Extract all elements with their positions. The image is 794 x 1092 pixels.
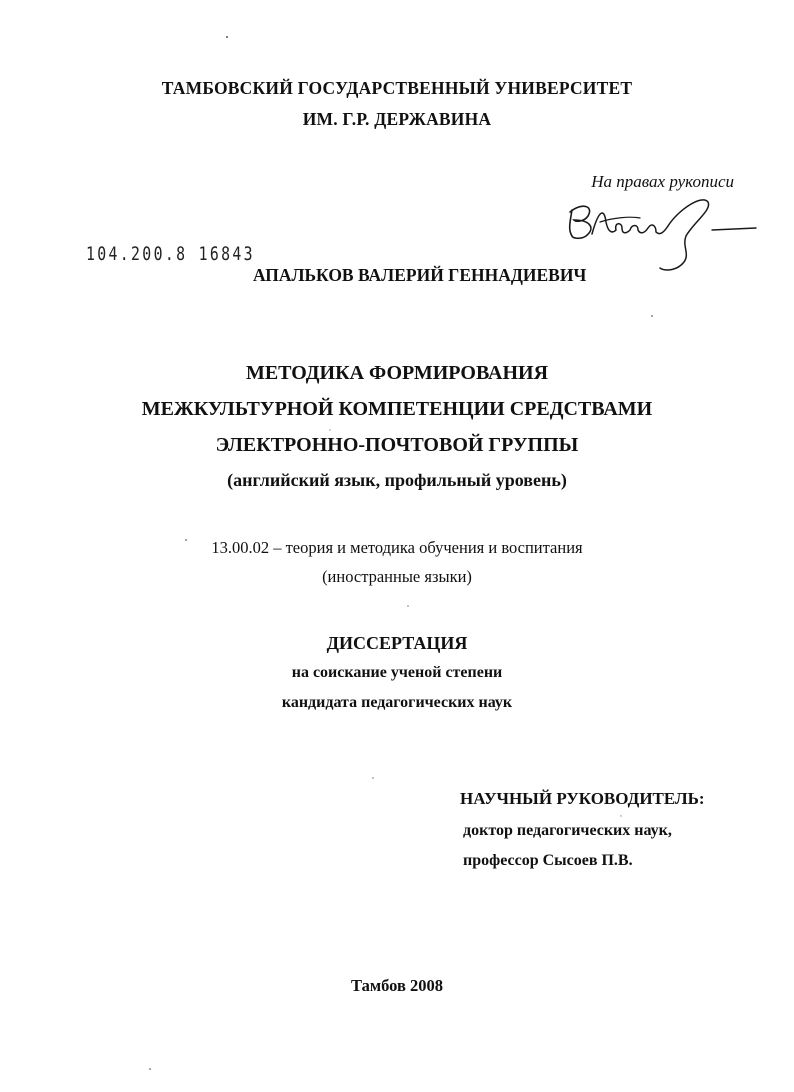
dissertation-heading: ДИССЕРТАЦИЯ	[326, 633, 468, 653]
supervisor-heading: НАУЧНЫЙ РУКОВОДИТЕЛЬ:	[460, 789, 705, 808]
supervisor-degree: доктор педагогических наук,	[463, 822, 672, 839]
specialty-code: 13.00.02 – теория и методика обучения и воспитания	[211, 538, 583, 557]
title-subtitle: (английский язык, профильный уровень)	[227, 470, 567, 490]
dissertation-degree-line1: на соискание ученой степени	[291, 664, 503, 681]
signature-icon	[560, 192, 760, 282]
author-name: АПАЛЬКОВ ВАЛЕРИЙ ГЕННАДИЕВИЧ	[253, 265, 587, 285]
manuscript-rights-note: На правах рукописи	[591, 172, 734, 191]
registration-number-stamp: 104.200.8 16843	[86, 243, 255, 265]
supervisor-name: профессор Сысоев П.В.	[463, 852, 633, 869]
title-line-3: ЭЛЕКТРОННО-ПОЧТОВОЙ ГРУППЫ	[215, 434, 579, 456]
city-year: Тамбов 2008	[351, 976, 443, 995]
specialty-note: (иностранные языки)	[322, 567, 472, 586]
university-name-line1: ТАМБОВСКИЙ ГОСУДАРСТВЕННЫЙ УНИВЕРСИТЕТ	[161, 78, 633, 98]
dissertation-degree-line2: кандидата педагогических наук	[281, 694, 513, 711]
title-line-1: МЕТОДИКА ФОРМИРОВАНИЯ	[245, 362, 549, 384]
title-line-2: МЕЖКУЛЬТУРНОЙ КОМПЕТЕНЦИИ СРЕДСТВАМИ	[141, 398, 653, 420]
university-name-line2: ИМ. Г.Р. ДЕРЖАВИНА	[302, 109, 492, 129]
